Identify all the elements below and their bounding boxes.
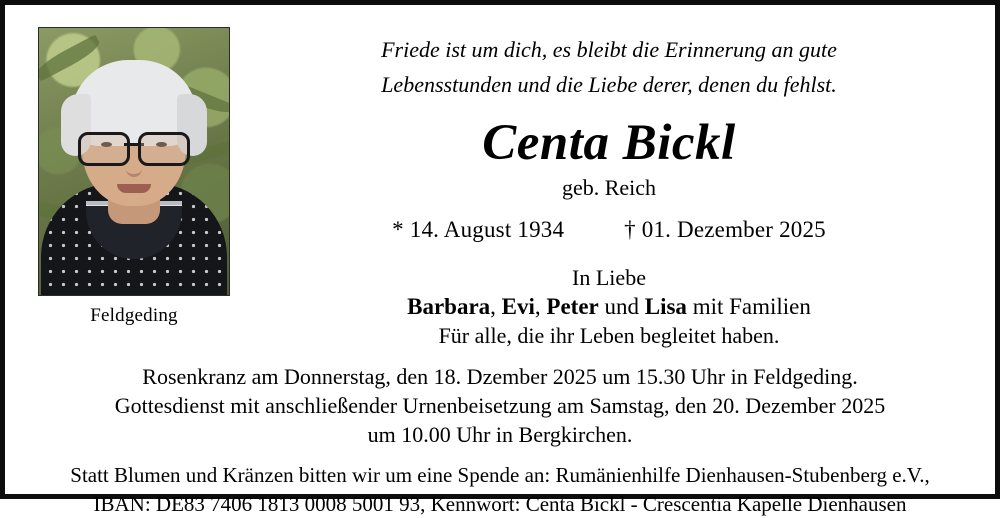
family-conjunction: und — [604, 293, 639, 319]
portrait-person — [39, 28, 229, 295]
family-name-2: Evi — [501, 293, 535, 319]
service-line-1: Rosenkranz am Donnerstag, den 18. Dzember 2025 um 15.30 Uhr in Feldgeding. — [142, 363, 858, 389]
birth-date: * 14. August 1934 — [392, 216, 565, 242]
maiden-name: geb. Reich — [561, 174, 657, 200]
family-name-3: Peter — [546, 293, 599, 319]
death-date: † 01. Dezember 2025 — [624, 216, 826, 242]
donation-line-1: Statt Blumen und Kränzen bitten wir um eine Spende an: Rumänienhilfe Dienhausen-Stubenberg e.V., — [70, 463, 930, 488]
service-details — [27, 362, 973, 450]
service-line-2: Gottesdienst mit anschließender Urnenbeisetzung am Samstag, den 20. Dezember 2025 — [114, 392, 886, 418]
person-mouth — [117, 184, 151, 193]
life-dates — [255, 217, 963, 243]
motto-line-1: Friede ist um dich, es bleibt die Erinnerung an gute — [381, 37, 837, 62]
service-line-3: um 10.00 Uhr in Bergkirchen. — [367, 422, 633, 448]
donation-line-2: IBAN: DE83 7406 1813 0008 5001 93, Kennwort: Centa Bickl - Crescentia Kapelle Dienhausen — [93, 491, 907, 516]
deceased-name: Centa Bickl — [482, 115, 736, 172]
top-section — [27, 21, 973, 349]
glasses-lens-right — [138, 132, 190, 166]
person-nose — [126, 156, 142, 177]
photo-caption: Feldgeding — [90, 305, 178, 326]
glasses-lens-left — [78, 132, 130, 166]
family-separator-1: , — [490, 293, 496, 319]
family-separator-2: , — [534, 293, 541, 319]
family-name-4: Lisa — [644, 293, 687, 319]
donation-details — [27, 461, 973, 518]
main-text-block — [241, 21, 973, 349]
family-suffix: mit Familien — [692, 293, 811, 319]
motto-line-2: Lebensstunden und die Liebe derer, denen du fehlst. — [381, 72, 837, 98]
family-name-1: Barbara — [407, 293, 491, 319]
portrait-photo — [38, 27, 230, 296]
family-names — [255, 294, 963, 320]
thanks-line: Für alle, die ihr Leben begleitet haben. — [438, 322, 780, 348]
photo-block — [27, 21, 241, 327]
in-love-label: In Liebe — [572, 264, 646, 290]
